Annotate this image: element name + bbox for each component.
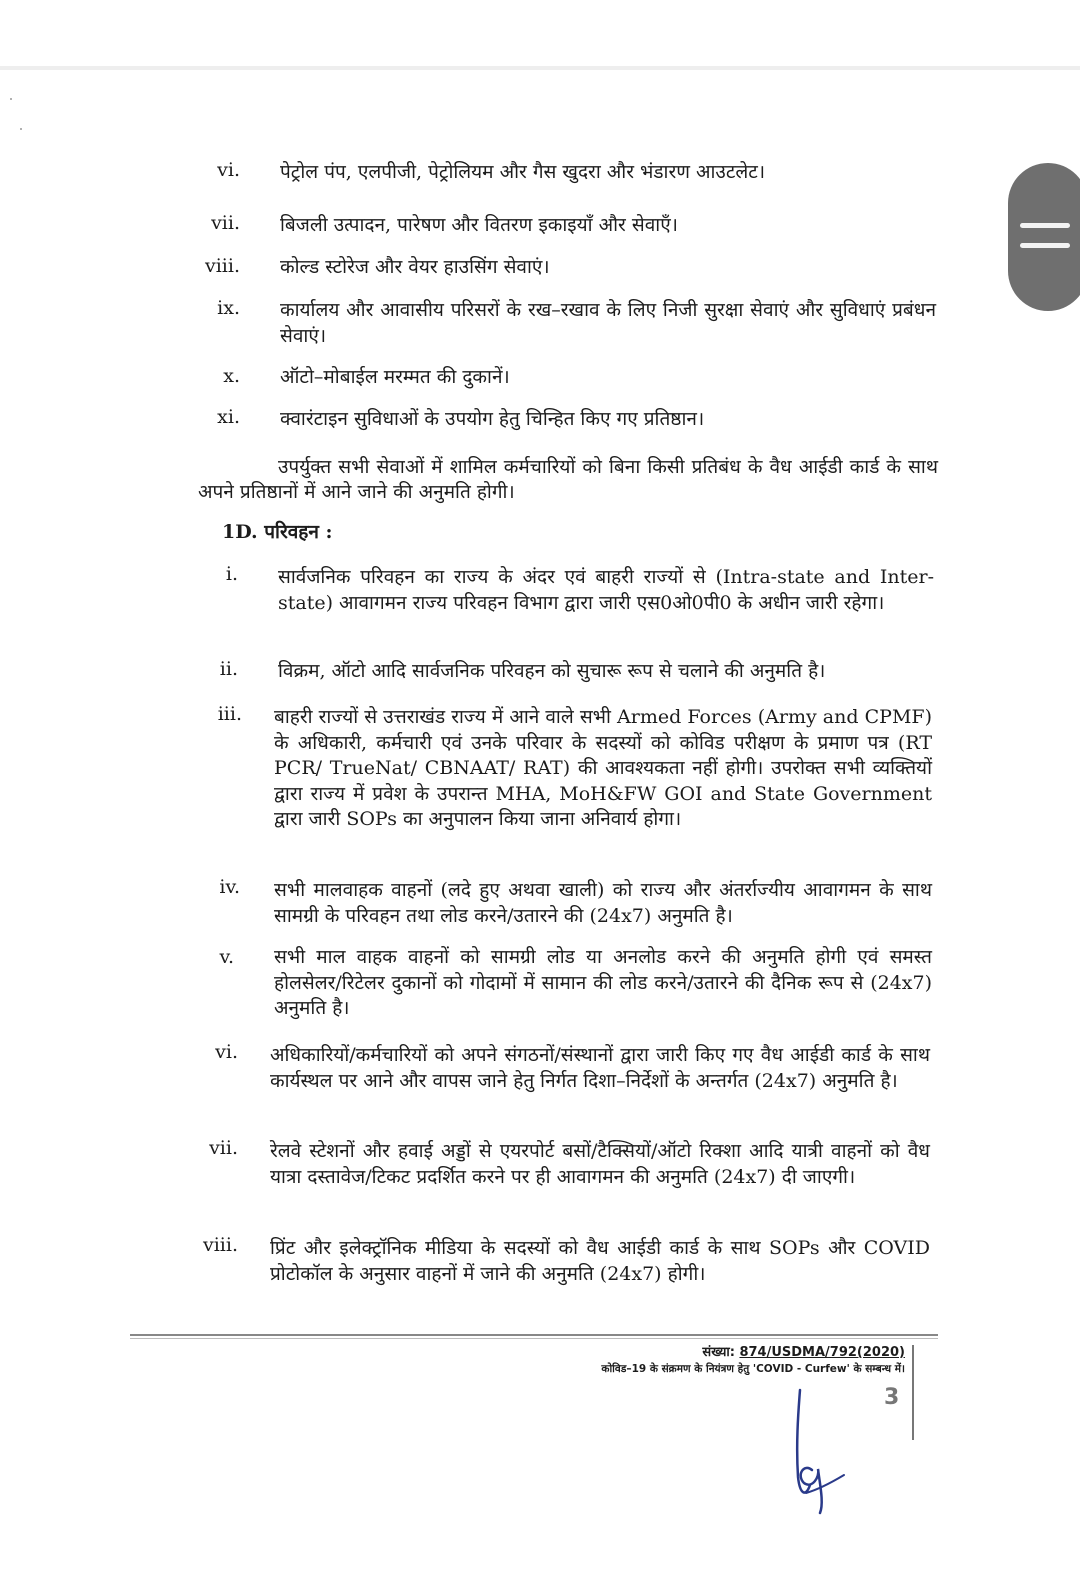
list-number: iv. [219, 876, 240, 898]
list-item-text: बाहरी राज्यों से उत्तराखंड राज्य में आने वाले सभी Armed Forces (Army and CPMF) के अधिकारी, कर्मचारी एवं उनके परिवार के सदस्यों को कोविड परीक्षण के प्रमाण पत्र (RT PCR/ TrueNat/ CBNAAT/ RAT) की आवश्यकता नहीं होगी। उपरोक्त सभी व्यक्तियों द्वारा राज्य में प्रवेश के उपरान्त MHA, MoH&FW GOI and State Government द्वारा जारी SOPs का अनुपालन किया जाना अनिवार्य होगा। [274, 706, 932, 830]
list-number: viii. [202, 1234, 238, 1256]
list-number: x. [223, 365, 240, 387]
list-item-text: बिजली उत्पादन, पारेषण और वितरण इकाइयाँ और सेवाएँ। [280, 214, 678, 236]
list-item-text: कोल्ड स्टोरेज और वेयर हाउसिंग सेवाएं। [280, 256, 550, 278]
footer-rule [130, 1334, 938, 1336]
list-item-text: सार्वजनिक परिवहन का राज्य के अंदर एवं बाहरी राज्यों से (Intra-state and Inter-state) आवागमन राज्य परिवहन विभाग द्वारा जारी एस0ओ0पी0 के अधीन जारी रहेगा। [278, 566, 934, 614]
summary-paragraph: उपर्युक्त सभी सेवाओं में शामिल कर्मचारियों को बिना किसी प्रतिबंध के वैध आईडी कार्ड के साथ अपने प्रतिष्ठानों में आने जाने की अनुमति होगी। [198, 456, 938, 503]
list-number: ix. [217, 297, 240, 319]
viewer-top-strip [0, 0, 1080, 66]
handle-grip-line [1020, 243, 1070, 248]
list-number: iii. [217, 703, 242, 725]
signature-icon [760, 1385, 870, 1515]
list-item-text: ऑटो–मोबाईल मरम्मत की दुकानें। [280, 366, 510, 388]
list-number: i. [225, 563, 238, 585]
list-item-text: कार्यालय और आवासीय परिसरों के रख–रखाव के लिए निजी सुरक्षा सेवाएं और सुविधाएं प्रबंधन सेवाएं। [280, 299, 936, 347]
side-panel-handle[interactable] [1008, 163, 1080, 311]
footer-vertical-rule [912, 1345, 914, 1440]
page-number: 3 [884, 1385, 900, 1410]
list-number: vi. [215, 1041, 238, 1063]
section-heading: 1D. परिवहन : [222, 521, 333, 543]
list-number: ii. [219, 658, 238, 680]
list-item-text: प्रिंट और इलेक्ट्रॉनिक मीडिया के सदस्यों को वैध आईडी कार्ड के साथ SOPs और COVID प्रोटोकॉल के अनुसार वाहनों में जाने की अनुमति (24x7) होगी। [270, 1237, 930, 1285]
reference-value: 874/USDMA/792(2020) [739, 1345, 905, 1360]
footer-rule [130, 1338, 938, 1339]
list-item-text: क्वारंटाइन सुविधाओं के उपयोग हेतु चिन्हित किए गए प्रतिष्ठान। [280, 408, 705, 430]
scan-speck [10, 98, 12, 100]
reference-label: संख्या: [702, 1345, 735, 1360]
list-item-text: विक्रम, ऑटो आदि सार्वजनिक परिवहन को सुचारू रूप से चलाने की अनुमति है। [278, 660, 826, 682]
list-number: vi. [217, 159, 240, 181]
list-number: vii. [211, 212, 240, 234]
list-item-text: सभी माल वाहक वाहनों को सामग्री लोड या अनलोड करने की अनुमति होगी एवं समस्त होलसेलर/रिटेलर दुकानों को गोदामों में सामान की लोड करने/उतारने की दैनिक रूप से (24x7) अनुमति है। [274, 946, 932, 1019]
reference-number [600, 1342, 905, 1360]
list-item-text: सभी मालवाहक वाहनों (लदे हुए अथवा खाली) को राज्य और अंतर्राज्यीय आवागमन के साथ सामग्री के परिवहन तथा लोड करने/उतारने की (24x7) अनुमति है। [274, 879, 932, 927]
handle-grip-line [1020, 223, 1070, 228]
list-item-text: पेट्रोल पंप, एलपीजी, पेट्रोलियम और गैस खुदरा और भंडारण आउटलेट। [280, 161, 766, 183]
footer-subject: कोविड–19 के संक्रमण के नियंत्रण हेतु 'COVID - Curfew' के सम्बन्ध में। [601, 1363, 905, 1375]
list-item-text: रेलवे स्टेशनों और हवाई अड्डों से एयरपोर्ट बसों/टैक्सियों/ऑटो रिक्शा आदि यात्री वाहनों को वैध यात्रा दस्तावेज/टिकट प्रदर्शित करने पर ही आवागमन की अनुमति (24x7) दी जाएगी। [270, 1140, 930, 1188]
scan-speck [20, 128, 22, 130]
list-number: v. [219, 946, 234, 968]
list-number: viii. [204, 255, 240, 277]
list-number: vii. [209, 1137, 238, 1159]
list-item-text: अधिकारियों/कर्मचारियों को अपने संगठनों/संस्थानों द्वारा जारी किए गए वैध आईडी कार्ड के साथ कार्यस्थल पर आने और वापस जाने हेतु निर्गत दिशा–निर्देशों के अन्तर्गत (24x7) अनुमति है। [270, 1044, 930, 1092]
list-number: xi. [217, 406, 240, 428]
